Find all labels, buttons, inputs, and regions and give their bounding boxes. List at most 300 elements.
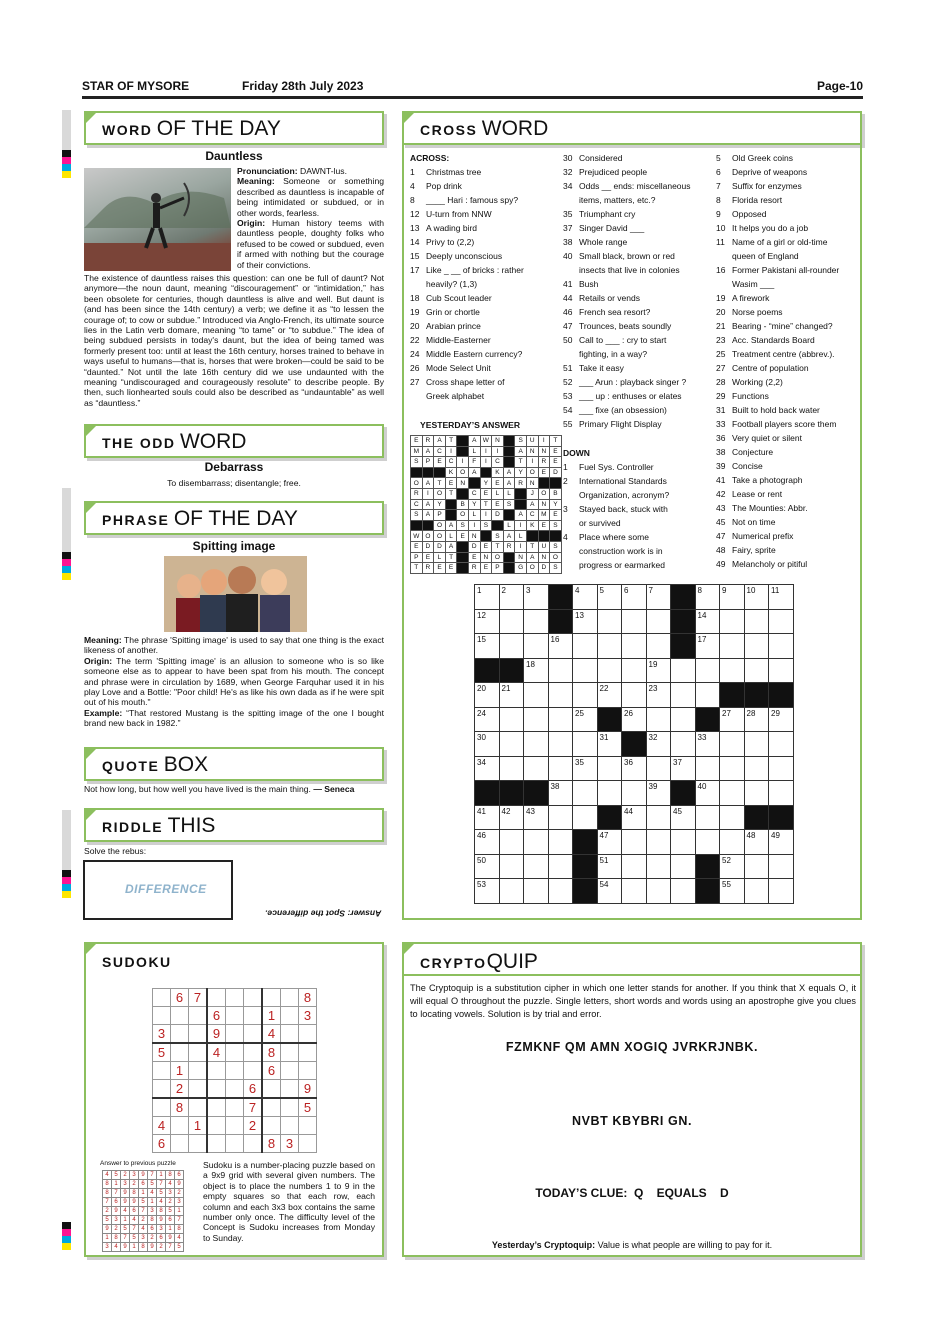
crossword-cell[interactable]: 4	[573, 585, 598, 610]
crossword-cell[interactable]	[499, 609, 524, 634]
crossword-cell[interactable]	[744, 658, 769, 683]
sudoku-cell[interactable]	[207, 1098, 226, 1117]
answer-cell: S	[550, 541, 562, 552]
answer-cell: Y	[468, 499, 480, 510]
sudoku-cell[interactable]	[153, 989, 171, 1007]
sudoku-cell[interactable]	[244, 1062, 263, 1080]
crossword-cell[interactable]: 37	[671, 756, 696, 781]
crossword-cell[interactable]: 40	[695, 781, 720, 806]
crossword-cell[interactable]: 33	[695, 732, 720, 757]
crossword-cell[interactable]: 32	[646, 732, 671, 757]
answer-cell: N	[538, 552, 550, 563]
answer-cell: T	[434, 478, 446, 489]
answer-cell: R	[515, 478, 527, 489]
crossword-cell[interactable]	[646, 830, 671, 855]
answer-cell: T	[515, 457, 527, 468]
crossword-cell[interactable]	[548, 854, 573, 879]
sudoku-cell[interactable]	[299, 1135, 317, 1153]
answer-cell	[503, 552, 515, 563]
answer-cell: 4	[103, 1171, 112, 1180]
answer-cell: 2	[175, 1189, 184, 1198]
black-cell	[695, 879, 720, 904]
crossword-cell[interactable]: 36	[622, 756, 647, 781]
sudoku-cell[interactable]	[281, 1043, 299, 1062]
answer-cell: 9	[148, 1243, 157, 1252]
answer-cell: S	[550, 563, 562, 574]
crossword-cell[interactable]	[548, 732, 573, 757]
answer-cell: 7	[148, 1171, 157, 1180]
crossword-cell[interactable]	[499, 634, 524, 659]
answer-cell	[550, 478, 562, 489]
black-cell	[573, 879, 598, 904]
crossword-cell[interactable]: 14	[695, 609, 720, 634]
issue-date: Friday 28th July 2023	[242, 79, 364, 93]
answer-cell: 9	[121, 1243, 130, 1252]
clue-line: 43 The Mounties: Abbr.	[716, 503, 808, 513]
crossword-cell[interactable]	[524, 732, 549, 757]
clue-line: 12 U-turn from NNW	[410, 209, 492, 219]
sudoku-cell[interactable]	[207, 989, 226, 1007]
sudoku-cell[interactable]	[262, 1098, 281, 1117]
crossword-cell[interactable]: 7	[646, 585, 671, 610]
sudoku-cell[interactable]	[207, 1117, 226, 1135]
crossword-cell[interactable]: 53	[475, 879, 500, 904]
crossword-cell[interactable]	[524, 756, 549, 781]
clue-line: insects that live in colonies	[579, 265, 680, 275]
answer-cell: E	[434, 457, 446, 468]
crossword-cell[interactable]	[720, 658, 745, 683]
clue-line: 20 Arabian prince	[410, 321, 481, 331]
answer-cell	[434, 467, 446, 478]
crossword-cell[interactable]: 43	[524, 805, 549, 830]
answer-cell: A	[526, 499, 538, 510]
crossword-cell[interactable]	[622, 609, 647, 634]
crossword-cell[interactable]	[744, 756, 769, 781]
crossword-cell[interactable]: 9	[720, 585, 745, 610]
sudoku-cell[interactable]	[299, 1043, 317, 1062]
answer-cell: 3	[112, 1216, 121, 1225]
crossword-cell[interactable]: 54	[597, 879, 622, 904]
crossword-cell[interactable]: 27	[720, 707, 745, 732]
crossword-cell[interactable]	[597, 634, 622, 659]
cryptoquip-yesterday: Yesterday’s Cryptoquip: Value is what people are willing to pay for it.	[491, 1240, 773, 1250]
crossword-cell[interactable]: 11	[769, 585, 794, 610]
sudoku-cell[interactable]	[171, 1025, 189, 1044]
crossword-cell[interactable]	[548, 658, 573, 683]
clue-line: heavily? (1,3)	[426, 279, 478, 289]
clue-line: 33 Football players score them	[716, 419, 837, 429]
sudoku-cell[interactable]	[226, 1135, 244, 1153]
crossword-cell[interactable]	[769, 756, 794, 781]
crossword-cell[interactable]	[720, 805, 745, 830]
sudoku-cell[interactable]	[299, 1025, 317, 1044]
answer-cell: C	[445, 457, 457, 468]
sudoku-cell[interactable]	[226, 1043, 244, 1062]
crossword-cell[interactable]: 23	[646, 683, 671, 708]
crossword-cell[interactable]: 55	[720, 879, 745, 904]
crossword-cell[interactable]	[744, 634, 769, 659]
crossword-cell[interactable]	[524, 609, 549, 634]
crossword-cell[interactable]: 19	[646, 658, 671, 683]
crossword-cell[interactable]	[769, 609, 794, 634]
crossword-cell[interactable]	[548, 879, 573, 904]
answer-cell: E	[468, 552, 480, 563]
answer-cell: 7	[121, 1234, 130, 1243]
crossword-cell[interactable]: 46	[475, 830, 500, 855]
sudoku-cell[interactable]	[244, 1025, 263, 1044]
answer-cell: I	[480, 510, 492, 521]
answer-cell	[538, 478, 550, 489]
crossword-cell[interactable]	[622, 634, 647, 659]
crossword-cell[interactable]	[720, 781, 745, 806]
crossword-cell[interactable]	[622, 830, 647, 855]
answer-cell: 8	[103, 1180, 112, 1189]
crossword-cell[interactable]	[573, 683, 598, 708]
crossword-cell[interactable]	[548, 707, 573, 732]
sudoku-cell[interactable]	[189, 1025, 208, 1044]
answer-cell	[445, 499, 457, 510]
sudoku-cell[interactable]	[299, 1117, 317, 1135]
clue-line: 28 Working (2,2)	[716, 377, 783, 387]
sudoku-cell[interactable]	[244, 1043, 263, 1062]
crossword-cell[interactable]: 5	[597, 585, 622, 610]
sudoku-cell: 6	[153, 1135, 171, 1153]
sudoku-cell[interactable]	[281, 989, 299, 1007]
crossword-cell[interactable]	[622, 879, 647, 904]
crossword-cell[interactable]	[646, 756, 671, 781]
sudoku-cell[interactable]	[207, 1062, 226, 1080]
crossword-cell[interactable]	[573, 732, 598, 757]
clue-line: 39 Concise	[716, 461, 763, 471]
clue-line: 5 Old Greek coins	[716, 153, 793, 163]
crossword-cell[interactable]	[720, 830, 745, 855]
sudoku-cell[interactable]	[226, 1062, 244, 1080]
crossword-cell[interactable]	[622, 854, 647, 879]
sudoku-cell[interactable]	[189, 1098, 208, 1117]
sudoku-cell[interactable]	[226, 1007, 244, 1025]
crossword-cell[interactable]	[671, 732, 696, 757]
clue-line: 51 Take it easy	[563, 363, 624, 373]
word-of-day-pronunciation-block: Pronunciation: DAWNT-lus. Meaning: Someone or something described as dauntless is incapable of being intimidated or subdued, or in other words, fearless. Origin: Human history teems with dauntless people, doughty folks who refused to be cowed or subdued, even if armed with nothing but the courage of their convictions.	[237, 166, 384, 270]
crossword-cell[interactable]	[695, 756, 720, 781]
crossword-cell[interactable]: 15	[475, 634, 500, 659]
sudoku-cell: 1	[262, 1007, 281, 1025]
sudoku-cell: 6	[171, 989, 189, 1007]
crossword-cell[interactable]: 51	[597, 854, 622, 879]
crossword-cell[interactable]: 22	[597, 683, 622, 708]
crossword-cell[interactable]: 30	[475, 732, 500, 757]
crossword-cell[interactable]: 47	[597, 830, 622, 855]
sudoku-cell[interactable]	[153, 1098, 171, 1117]
crossword-cell[interactable]	[622, 781, 647, 806]
sudoku-cell[interactable]	[244, 1135, 263, 1153]
crossword-cell[interactable]: 29	[769, 707, 794, 732]
crossword-cell[interactable]: 38	[548, 781, 573, 806]
clue-line: 22 Middle-Easterner	[410, 335, 491, 345]
clue-line: queen of England	[732, 251, 799, 261]
answer-cell	[457, 436, 469, 447]
crossword-cell[interactable]	[744, 609, 769, 634]
crossword-cell[interactable]	[769, 854, 794, 879]
clue-line: 32 Prejudiced people	[563, 167, 648, 177]
crossword-cell[interactable]	[671, 658, 696, 683]
crossword-cell[interactable]	[769, 781, 794, 806]
crossword-cell[interactable]	[548, 683, 573, 708]
sudoku-cell[interactable]	[226, 1098, 244, 1117]
crossword-cell[interactable]	[524, 879, 549, 904]
crossword-cell[interactable]	[671, 854, 696, 879]
answer-cell: D	[434, 541, 446, 552]
crossword-cell[interactable]: 17	[695, 634, 720, 659]
crossword-cell[interactable]	[597, 658, 622, 683]
crossword-cell[interactable]: 25	[573, 707, 598, 732]
crossword-cell[interactable]	[744, 879, 769, 904]
crossword-cell[interactable]	[573, 781, 598, 806]
crossword-cell[interactable]	[499, 830, 524, 855]
answer-cell: 8	[112, 1234, 121, 1243]
crossword-cell[interactable]	[499, 756, 524, 781]
yesterday-answer-label: YESTERDAY’S ANSWER	[420, 420, 521, 430]
answer-cell: 3	[175, 1198, 184, 1207]
answer-cell: K	[526, 520, 538, 531]
answer-cell: 4	[166, 1180, 175, 1189]
word-of-day-header: WORD OF THE DAY	[84, 111, 384, 145]
answer-cell: 3	[121, 1180, 130, 1189]
crossword-cell[interactable]: 31	[597, 732, 622, 757]
answer-cell: 1	[139, 1189, 148, 1198]
crossword-cell[interactable]	[646, 879, 671, 904]
crossword-cell[interactable]	[597, 609, 622, 634]
answer-cell: E	[445, 478, 457, 489]
crossword-cell[interactable]	[646, 805, 671, 830]
crossword-cell[interactable]	[573, 634, 598, 659]
answer-cell: 1	[157, 1171, 166, 1180]
crossword-cell[interactable]	[499, 879, 524, 904]
sudoku-cell[interactable]	[189, 1062, 208, 1080]
crossword-cell[interactable]	[499, 854, 524, 879]
sudoku-cell[interactable]	[153, 1080, 171, 1099]
crossword-cell[interactable]	[695, 683, 720, 708]
sudoku-cell[interactable]	[244, 1007, 263, 1025]
crossword-cell[interactable]	[548, 756, 573, 781]
crossword-cell[interactable]	[548, 830, 573, 855]
clue-line: 31 Built to hold back water	[716, 405, 820, 415]
crossword-cell[interactable]: 42	[499, 805, 524, 830]
answer-cell: 3	[166, 1189, 175, 1198]
crossword-cell[interactable]: 16	[548, 634, 573, 659]
clue-line: 54 ___ fixe (an obsession)	[563, 405, 667, 415]
crossword-cell[interactable]	[646, 609, 671, 634]
sudoku-cell[interactable]	[207, 1080, 226, 1099]
sudoku-cell[interactable]	[171, 1007, 189, 1025]
crossword-cell[interactable]	[524, 854, 549, 879]
crossword-cell[interactable]	[524, 707, 549, 732]
sudoku-cell[interactable]	[299, 1062, 317, 1080]
crossword-cell[interactable]: 20	[475, 683, 500, 708]
crossword-cell[interactable]	[573, 805, 598, 830]
answer-cell: L	[515, 531, 527, 542]
answer-cell: 8	[103, 1189, 112, 1198]
crossword-cell[interactable]	[769, 879, 794, 904]
answer-cell: 9	[175, 1180, 184, 1189]
answer-cell: C	[526, 510, 538, 521]
answer-cell: C	[492, 457, 504, 468]
crossword-cell[interactable]: 28	[744, 707, 769, 732]
sudoku-cell[interactable]	[171, 1135, 189, 1153]
crossword-cell[interactable]	[622, 683, 647, 708]
crossword-cell[interactable]: 39	[646, 781, 671, 806]
crossword-cell[interactable]	[524, 830, 549, 855]
crossword-cell[interactable]	[499, 707, 524, 732]
answer-cell: 6	[157, 1234, 166, 1243]
clue-line: 11 Name of a girl or old-time	[716, 237, 828, 247]
crossword-cell[interactable]: 49	[769, 830, 794, 855]
crossword-cell[interactable]: 18	[524, 658, 549, 683]
crossword-cell[interactable]	[744, 732, 769, 757]
crossword-cell[interactable]: 1	[475, 585, 500, 610]
crossword-cell[interactable]	[720, 634, 745, 659]
sudoku-description: Sudoku is a number-placing puzzle based on a 9x9 grid with several given numbers. The object is to place the numbers 1 to 9 in the empty squares so that each row, each column and each 3x3 box contains the same number only once. The difficulty level of the Concept is Sudoku increases from Monday to Sunday.	[203, 1160, 375, 1243]
sudoku-cell[interactable]	[281, 1080, 299, 1099]
sudoku-cell: 2	[171, 1080, 189, 1099]
sudoku-cell[interactable]	[153, 1007, 171, 1025]
crossword-cell[interactable]: 44	[622, 805, 647, 830]
sudoku-cell[interactable]	[262, 1080, 281, 1099]
sudoku-cell[interactable]	[189, 1007, 208, 1025]
crossword-cell[interactable]	[524, 634, 549, 659]
sudoku-cell[interactable]	[171, 1043, 189, 1062]
sudoku-cell[interactable]	[226, 1025, 244, 1044]
answer-cell: S	[411, 510, 423, 521]
answer-cell: N	[480, 552, 492, 563]
answer-cell: 5	[139, 1198, 148, 1207]
across-clues-column-2	[563, 151, 713, 431]
answer-cell: E	[480, 541, 492, 552]
crossword-cell[interactable]	[597, 781, 622, 806]
crossword-cell[interactable]: 48	[744, 830, 769, 855]
clue-line: 40 Small black, brown or red	[563, 251, 675, 261]
crossword-cell[interactable]	[671, 879, 696, 904]
crossword-cell[interactable]: 13	[573, 609, 598, 634]
sudoku-cell[interactable]	[281, 1098, 299, 1117]
crossword-cell[interactable]: 6	[622, 585, 647, 610]
sudoku-cell[interactable]	[281, 1025, 299, 1044]
crossword-cell[interactable]: 2	[499, 585, 524, 610]
crossword-cell[interactable]: 52	[720, 854, 745, 879]
crossword-cell[interactable]: 8	[695, 585, 720, 610]
crossword-cell[interactable]	[744, 781, 769, 806]
crossword-cell[interactable]	[646, 854, 671, 879]
crossword-cell[interactable]	[769, 658, 794, 683]
crossword-cell[interactable]: 12	[475, 609, 500, 634]
answer-cell: 9	[166, 1234, 175, 1243]
sudoku-cell[interactable]	[207, 1135, 226, 1153]
crossword-cell[interactable]	[548, 805, 573, 830]
answer-cell: T	[550, 436, 562, 447]
crossword-cell[interactable]	[744, 854, 769, 879]
answer-cell: O	[492, 552, 504, 563]
answer-cell	[422, 520, 434, 531]
crossword-cell[interactable]	[671, 830, 696, 855]
crossword-cell[interactable]	[769, 732, 794, 757]
sudoku-cell[interactable]	[281, 1062, 299, 1080]
crossword-cell[interactable]	[671, 707, 696, 732]
crossword-cell[interactable]: 10	[744, 585, 769, 610]
answer-cell: 6	[148, 1225, 157, 1234]
sudoku-cell[interactable]	[189, 1135, 208, 1153]
sudoku-cell[interactable]	[226, 1117, 244, 1135]
sudoku-cell[interactable]	[281, 1007, 299, 1025]
crossword-cell[interactable]	[622, 658, 647, 683]
sudoku-cell: 3	[299, 1007, 317, 1025]
sudoku-cell[interactable]	[262, 1117, 281, 1135]
crossword-cell[interactable]	[671, 683, 696, 708]
sudoku-cell[interactable]	[262, 989, 281, 1007]
crossword-cell[interactable]: 34	[475, 756, 500, 781]
crossword-cell[interactable]	[720, 756, 745, 781]
answer-cell: 1	[103, 1234, 112, 1243]
answer-cell: Y	[550, 499, 562, 510]
sudoku-cell[interactable]	[189, 1043, 208, 1062]
sudoku-cell[interactable]	[244, 989, 263, 1007]
crossword-cell[interactable]	[573, 658, 598, 683]
crossword-cell[interactable]	[646, 707, 671, 732]
crossword-cell[interactable]: 26	[622, 707, 647, 732]
crossword-cell[interactable]	[720, 609, 745, 634]
answer-cell: O	[526, 563, 538, 574]
sudoku-cell[interactable]	[226, 989, 244, 1007]
word-of-day-body: The existence of dauntless raises this question: can one be full of daunt? Not anymore—the noun daunt, meaning “discouragement” or “intimidation,” has been obsolete for centuries, though dauntless is alive and well. But daunt is (and has been since the 14th century) a verb; we define it as “to lessen the courage of; to cow or subdue.” Introduced via Anglo-French, its ultimate source lies in the Latin verb domare, meaning “to tame” or “to subdue.” The idea of being subdued persists in today's daunt, but the idea of being tamed was formerly present too: until at least the 16th century, horses trained to behave in ways useful to humans—that is, horses that were broken—could be said to be “daunted.” Not until the late 16th century did we use undaunted with the meaning “undiscouraged and courageously resolute” to describe people. By then, such lionhearted souls could also be described as “undauntable” as well as “dauntless.”	[84, 273, 384, 408]
crossword-cell[interactable]	[597, 756, 622, 781]
sudoku-cell[interactable]	[171, 1117, 189, 1135]
crossword-cell[interactable]: 45	[671, 805, 696, 830]
clue-line: 27 Cross shape letter of	[410, 377, 505, 387]
crossword-cell[interactable]	[720, 732, 745, 757]
answer-cell	[515, 499, 527, 510]
answer-cell: D	[468, 541, 480, 552]
crossword-cell[interactable]: 24	[475, 707, 500, 732]
answer-cell: A	[503, 531, 515, 542]
crossword-cell[interactable]	[769, 634, 794, 659]
sudoku-cell: 3	[153, 1025, 171, 1044]
crossword-cell[interactable]: 3	[524, 585, 549, 610]
answer-cell: 9	[121, 1189, 130, 1198]
sudoku-cell[interactable]	[153, 1062, 171, 1080]
clue-line: 3 Stayed back, stuck with	[563, 504, 668, 514]
answer-cell: 3	[148, 1207, 157, 1216]
sudoku-cell[interactable]	[226, 1080, 244, 1099]
sudoku-cell[interactable]	[281, 1117, 299, 1135]
crossword-cell[interactable]: 35	[573, 756, 598, 781]
crossword-cell[interactable]	[646, 634, 671, 659]
sudoku-previous-answer	[102, 1170, 184, 1252]
answer-cell: 2	[166, 1198, 175, 1207]
crossword-cell[interactable]	[695, 805, 720, 830]
crossword-cell[interactable]	[695, 658, 720, 683]
crossword-cell[interactable]	[499, 732, 524, 757]
sudoku-cell[interactable]	[189, 1080, 208, 1099]
crossword-cell[interactable]: 50	[475, 854, 500, 879]
crossword-cell[interactable]: 41	[475, 805, 500, 830]
archer-photo-illustration	[84, 168, 231, 271]
crossword-cell[interactable]	[695, 830, 720, 855]
crossword-cell[interactable]: 21	[499, 683, 524, 708]
answer-cell: 4	[148, 1189, 157, 1198]
sudoku-cell: 6	[262, 1062, 281, 1080]
crossword-cell[interactable]	[524, 683, 549, 708]
answer-cell: I	[445, 446, 457, 457]
answer-cell: T	[411, 563, 423, 574]
